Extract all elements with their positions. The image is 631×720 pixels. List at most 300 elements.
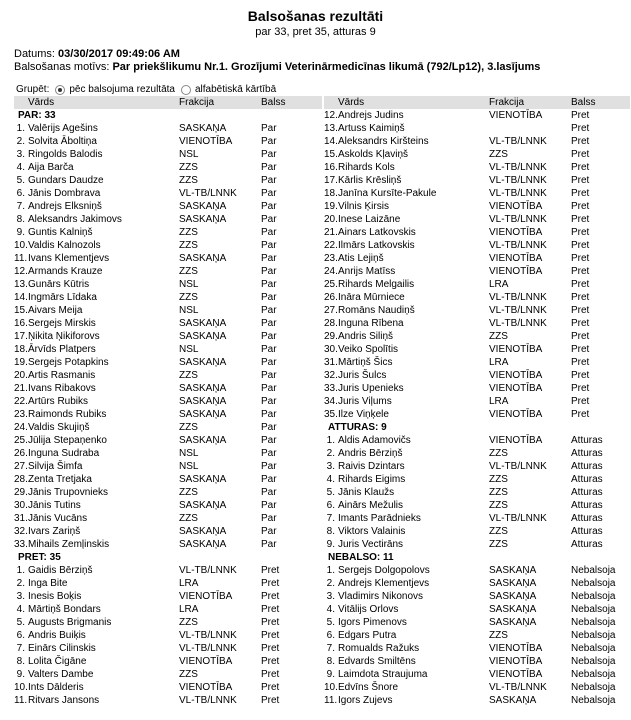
table-row [324,525,630,538]
table-row [324,577,630,590]
header-faction: Frakcija [489,97,525,108]
date-value: 03/30/2017 09:49:06 AM [58,48,180,60]
deputy-name: Sergejs Mirskis [28,318,96,329]
faction: SASKAŅA [179,253,227,264]
faction: SASKAŅA [489,565,537,576]
vote: Pret [571,383,590,394]
faction: SASKAŅA [179,214,227,225]
row-number: 32. [14,526,28,537]
faction: VIENOTĪBA [489,409,543,420]
faction: VIENOTĪBA [179,136,233,147]
faction: ZZS [179,370,198,381]
table-row [324,642,630,655]
faction: ZZS [179,513,198,524]
deputy-name: Aldis Adamovičs [338,435,411,446]
vote: Par [261,136,277,147]
deputy-name: Valērijs Agešins [28,123,98,134]
row-number: 8. [326,656,335,667]
row-number: 9. [16,669,25,680]
deputy-name: Gaidis Bērziņš [28,565,93,576]
table-row [324,343,630,356]
vote: Nebalsoja [571,669,616,680]
row-number: 6. [326,500,335,511]
faction: ZZS [179,240,198,251]
faction: VIENOTĪBA [489,656,543,667]
table-row [324,369,630,382]
faction: VIENOTĪBA [489,110,543,121]
row-number: 27. [324,305,338,316]
faction: ZZS [179,162,198,173]
row-number: 11. [14,695,28,706]
vote: Par [261,383,277,394]
results-column-left [14,96,322,707]
row-number: 2. [326,578,335,589]
row-number: 18. [324,188,338,199]
radio-alphabetical[interactable] [181,85,191,95]
deputy-name: Rihards Eigims [338,474,406,485]
table-row [324,694,630,707]
deputy-name: Artuss Kaimiņš [338,123,405,134]
vote: Pret [571,162,590,173]
row-number: 6. [16,630,25,641]
faction: VIENOTĪBA [489,669,543,680]
table-row [14,564,322,577]
table-row [14,538,322,551]
table-row [14,616,322,629]
deputy-name: Einārs Cilinskis [28,643,96,654]
row-number: 6. [16,188,25,199]
deputy-name: Viktors Valainis [338,526,406,537]
faction: LRA [489,279,509,290]
table-row [14,174,322,187]
deputy-name: Edvīns Šnore [338,682,399,693]
table-row [14,356,322,369]
row-number: 7. [326,643,335,654]
table-row [14,525,322,538]
vote: Pret [571,175,590,186]
faction: ZZS [489,331,508,342]
vote: Par [261,370,277,381]
vote: Nebalsoja [571,695,616,706]
faction: VIENOTĪBA [489,344,543,355]
row-number: 24. [14,422,28,433]
vote: Par [261,526,277,537]
row-number: 33. [14,539,28,550]
deputy-name: Jūlija Stepaņenko [28,435,107,446]
row-number: 8. [16,656,25,667]
row-number: 20. [324,214,338,225]
table-row [324,148,630,161]
faction: SASKAŅA [489,578,537,589]
table-row [14,213,322,226]
table-row [324,174,630,187]
vote: Pret [261,578,280,589]
vote: Pret [261,617,280,628]
table-row [14,317,322,330]
table-row [324,356,630,369]
vote: Pret [571,396,590,407]
vote: Pret [571,305,590,316]
deputy-name: Andris Siliņš [338,331,394,342]
vote: Par [261,435,277,446]
faction: SASKAŅA [179,331,227,342]
vote: Nebalsoja [571,604,616,615]
vote: Pret [261,669,280,680]
vote: Par [261,357,277,368]
deputy-name: Andrejs Judins [338,110,404,121]
row-number: 5. [16,175,25,186]
vote: Par [261,344,277,355]
table-row [14,161,322,174]
vote: Atturas [571,500,603,511]
row-number: 20. [14,370,28,381]
row-number: 14. [14,292,28,303]
deputy-name: Atis Lejiņš [338,253,384,264]
results-table [0,96,631,707]
faction: SASKAŅA [179,539,227,550]
faction: SASKAŅA [179,435,227,446]
vote: Par [261,188,277,199]
table-row [14,577,322,590]
vote: Atturas [571,448,603,459]
vote: Nebalsoja [571,578,616,589]
faction: ZZS [489,630,508,641]
vote: Atturas [571,526,603,537]
deputy-name: Aija Barča [28,162,74,173]
row-number: 35. [324,409,338,420]
faction: SASKAŅA [489,604,537,615]
vote: Pret [571,409,590,420]
deputy-name: Imants Parādnieks [338,513,421,524]
deputy-name: Mārtiņš Bondars [28,604,101,615]
radio-alphabetical-label[interactable]: alfabētiskā kārtībā [194,84,277,95]
row-number: 8. [326,526,335,537]
vote: Pret [571,123,590,134]
table-row [324,200,630,213]
row-number: 18. [14,344,28,355]
faction: ZZS [489,539,508,550]
vote: Par [261,123,277,134]
motive-line [14,61,631,74]
deputy-name: Silvija Šimfa [28,461,83,472]
table-row [324,265,630,278]
table-row [324,304,630,317]
deputy-name: Zenta Tretjaka [28,474,92,485]
vote: Pret [571,357,590,368]
vote: Pret [571,201,590,212]
row-number: 9. [326,669,335,680]
table-row [324,616,630,629]
faction: LRA [489,396,509,407]
row-number: 26. [14,448,28,459]
table-row [14,239,322,252]
vote: Nebalsoja [571,643,616,654]
deputy-name: Vladimirs Nikonovs [338,591,424,602]
faction: VIENOTĪBA [489,383,543,394]
table-row [324,486,630,499]
deputy-name: Edvards Smiltēns [338,656,416,667]
row-number: 22. [324,240,338,251]
row-number: 2. [16,578,25,589]
table-row [14,655,322,668]
vote: Pret [261,643,280,654]
faction: VL-TB/LNNK [489,461,547,472]
vote: Pret [571,110,590,121]
table-row [324,473,630,486]
vote: Pret [261,630,280,641]
table-row [14,278,322,291]
faction: SASKAŅA [179,409,227,420]
table-row [324,226,630,239]
header-name: Vārds [338,97,365,108]
deputy-name: Ņikita Ņikiforovs [28,331,100,342]
vote: Par [261,279,277,290]
deputy-name: Ivans Ribakovs [28,383,96,394]
deputy-name: Janīna Kursīte-Pakule [338,188,437,199]
row-number: 7. [16,201,25,212]
page-header [0,0,631,39]
row-number: 12. [324,110,338,121]
vote: Par [261,487,277,498]
table-row [324,499,630,512]
faction: VL-TB/LNNK [179,565,237,576]
faction: LRA [179,578,199,589]
faction: SASKAŅA [179,396,227,407]
faction: SASKAŅA [179,383,227,394]
row-number: 28. [14,474,28,485]
faction: ZZS [179,669,198,680]
vote: Par [261,162,277,173]
vote: Pret [261,565,280,576]
row-number: 4. [326,604,335,615]
vote: Par [261,474,277,485]
deputy-name: Valdis Kalnozols [28,240,101,251]
vote: Pret [571,279,590,290]
row-number: 3. [326,461,335,472]
header-vote: Balss [261,97,286,108]
table-row [324,135,630,148]
deputy-name: Jānis Klaužs [338,487,395,498]
row-number: 22. [14,396,28,407]
deputy-name: Ints Dālderis [28,682,84,693]
vote: Nebalsoja [571,565,616,576]
right-rows [324,109,630,707]
vote: Atturas [571,487,603,498]
section-heading [324,421,630,434]
vote: Pret [571,214,590,225]
vote: Par [261,396,277,407]
faction: VL-TB/LNNK [489,513,547,524]
row-number: 7. [326,513,335,524]
vote: Nebalsoja [571,617,616,628]
row-number: 2. [326,448,335,459]
deputy-name: Augusts Brigmanis [28,617,112,628]
table-row [14,460,322,473]
row-number: 1. [326,565,335,576]
row-number: 3. [16,149,25,160]
faction: VIENOTĪBA [489,370,543,381]
section-label: PAR: 33 [18,110,56,121]
row-number: 6. [326,630,335,641]
vote: Pret [261,591,280,602]
vote-summary: par 33, pret 35, atturas 9 [255,26,376,38]
faction: VL-TB/LNNK [179,695,237,706]
table-row [324,668,630,681]
table-row [324,382,630,395]
deputy-name: Raivis Dzintars [338,461,405,472]
faction: VL-TB/LNNK [489,305,547,316]
deputy-name: Ināra Mūrniece [338,292,405,303]
table-row [324,252,630,265]
row-number: 4. [326,474,335,485]
radio-by-result[interactable] [55,85,65,95]
page-title: Balsošanas rezultāti [247,8,384,24]
left-rows [14,109,322,707]
motive-label: Balsošanas motīvs: [14,61,110,73]
vote: Pret [261,682,280,693]
section-heading [14,551,322,564]
deputy-name: Andris Bērziņš [338,448,403,459]
deputy-name: Romāns Naudiņš [338,305,415,316]
table-row [14,590,322,603]
vote: Par [261,214,277,225]
table-row [14,434,322,447]
vote: Par [261,253,277,264]
faction: VL-TB/LNNK [179,643,237,654]
section-heading [14,109,322,122]
section-label: NEBALSO: 11 [328,552,394,563]
vote: Pret [571,266,590,277]
deputy-name: Inese Laizāne [338,214,401,225]
vote-meta [0,39,631,74]
row-number: 30. [14,500,28,511]
row-number: 16. [14,318,28,329]
section-heading [324,551,630,564]
table-row [14,304,322,317]
faction: ZZS [179,175,198,186]
faction: ZZS [179,227,198,238]
row-number: 23. [14,409,28,420]
radio-by-result-label[interactable]: pēc balsojuma rezultāta [69,84,175,95]
vote: Pret [261,604,280,615]
faction: VL-TB/LNNK [489,318,547,329]
row-number: 14. [324,136,338,147]
faction: NSL [179,305,199,316]
vote: Pret [261,695,280,706]
row-number: 10. [14,682,28,693]
vote: Par [261,513,277,524]
deputy-name: Igors Pimenovs [338,617,407,628]
row-number: 23. [324,253,338,264]
faction: ZZS [489,500,508,511]
table-row [14,447,322,460]
faction: VL-TB/LNNK [179,188,237,199]
faction: ZZS [489,487,508,498]
vote: Pret [571,149,590,160]
faction: SASKAŅA [179,357,227,368]
faction: NSL [179,149,199,160]
faction: ZZS [489,474,508,485]
faction: SASKAŅA [179,526,227,537]
vote: Par [261,409,277,420]
deputy-name: Inesis Boķis [28,591,82,602]
grouping-label: Grupēt: [16,84,50,95]
deputy-name: Ilmārs Latkovskis [338,240,415,251]
vote: Par [261,175,277,186]
deputy-name: Sergejs Dolgopolovs [338,565,430,576]
faction: NSL [179,461,199,472]
vote: Atturas [571,435,603,446]
row-number: 19. [324,201,338,212]
table-row [14,473,322,486]
vote: Par [261,292,277,303]
row-number: 12. [14,266,28,277]
table-row [14,408,322,421]
table-row [324,317,630,330]
deputy-name: Mihails Zemļinskis [28,539,110,550]
row-number: 1. [326,435,335,446]
deputy-name: Guntis Kalniņš [28,227,93,238]
row-number: 10. [324,682,338,693]
deputy-name: Juris Vectirāns [338,539,404,550]
row-number: 31. [14,513,28,524]
vote: Pret [571,318,590,329]
row-number: 21. [14,383,28,394]
vote: Par [261,266,277,277]
row-number: 4. [16,604,25,615]
deputy-name: Jānis Dombrava [28,188,101,199]
deputy-name: Raimonds Rubiks [28,409,107,420]
motive-value: Par priekšlikumu Nr.1. Grozījumi Veterinārmedicīnas likumā (792/Lp12), 3.lasījums [112,61,541,73]
deputy-name: Askolds Kļaviņš [338,149,409,160]
faction: VIENOTĪBA [179,656,233,667]
deputy-name: Vitālijs Orlovs [338,604,399,615]
table-row [324,408,630,421]
faction: ZZS [179,617,198,628]
table-row [324,434,630,447]
vote: Atturas [571,461,603,472]
faction: VIENOTĪBA [489,643,543,654]
table-row [324,629,630,642]
deputy-name: Valdis Skujiņš [28,422,90,433]
deputy-name: Gundars Daudze [28,175,104,186]
vote: Atturas [571,539,603,550]
faction: VL-TB/LNNK [489,214,547,225]
vote: Par [261,331,277,342]
table-row [14,226,322,239]
vote: Par [261,539,277,550]
vote: Par [261,227,277,238]
row-number: 19. [14,357,28,368]
faction: LRA [489,357,509,368]
row-number: 1. [16,123,25,134]
faction: VL-TB/LNNK [489,175,547,186]
vote: Pret [571,331,590,342]
faction: SASKAŅA [489,591,537,602]
row-number: 25. [324,279,338,290]
faction: ZZS [179,422,198,433]
table-row [14,512,322,525]
faction: VIENOTĪBA [179,682,233,693]
faction: VL-TB/LNNK [489,136,547,147]
deputy-name: Mārtiņš Šics [338,357,393,368]
deputy-name: Juris Viļums [338,396,392,407]
faction: SASKAŅA [179,474,227,485]
row-number: 8. [16,214,25,225]
vote: Pret [571,240,590,251]
table-row [14,122,322,135]
table-row [14,265,322,278]
